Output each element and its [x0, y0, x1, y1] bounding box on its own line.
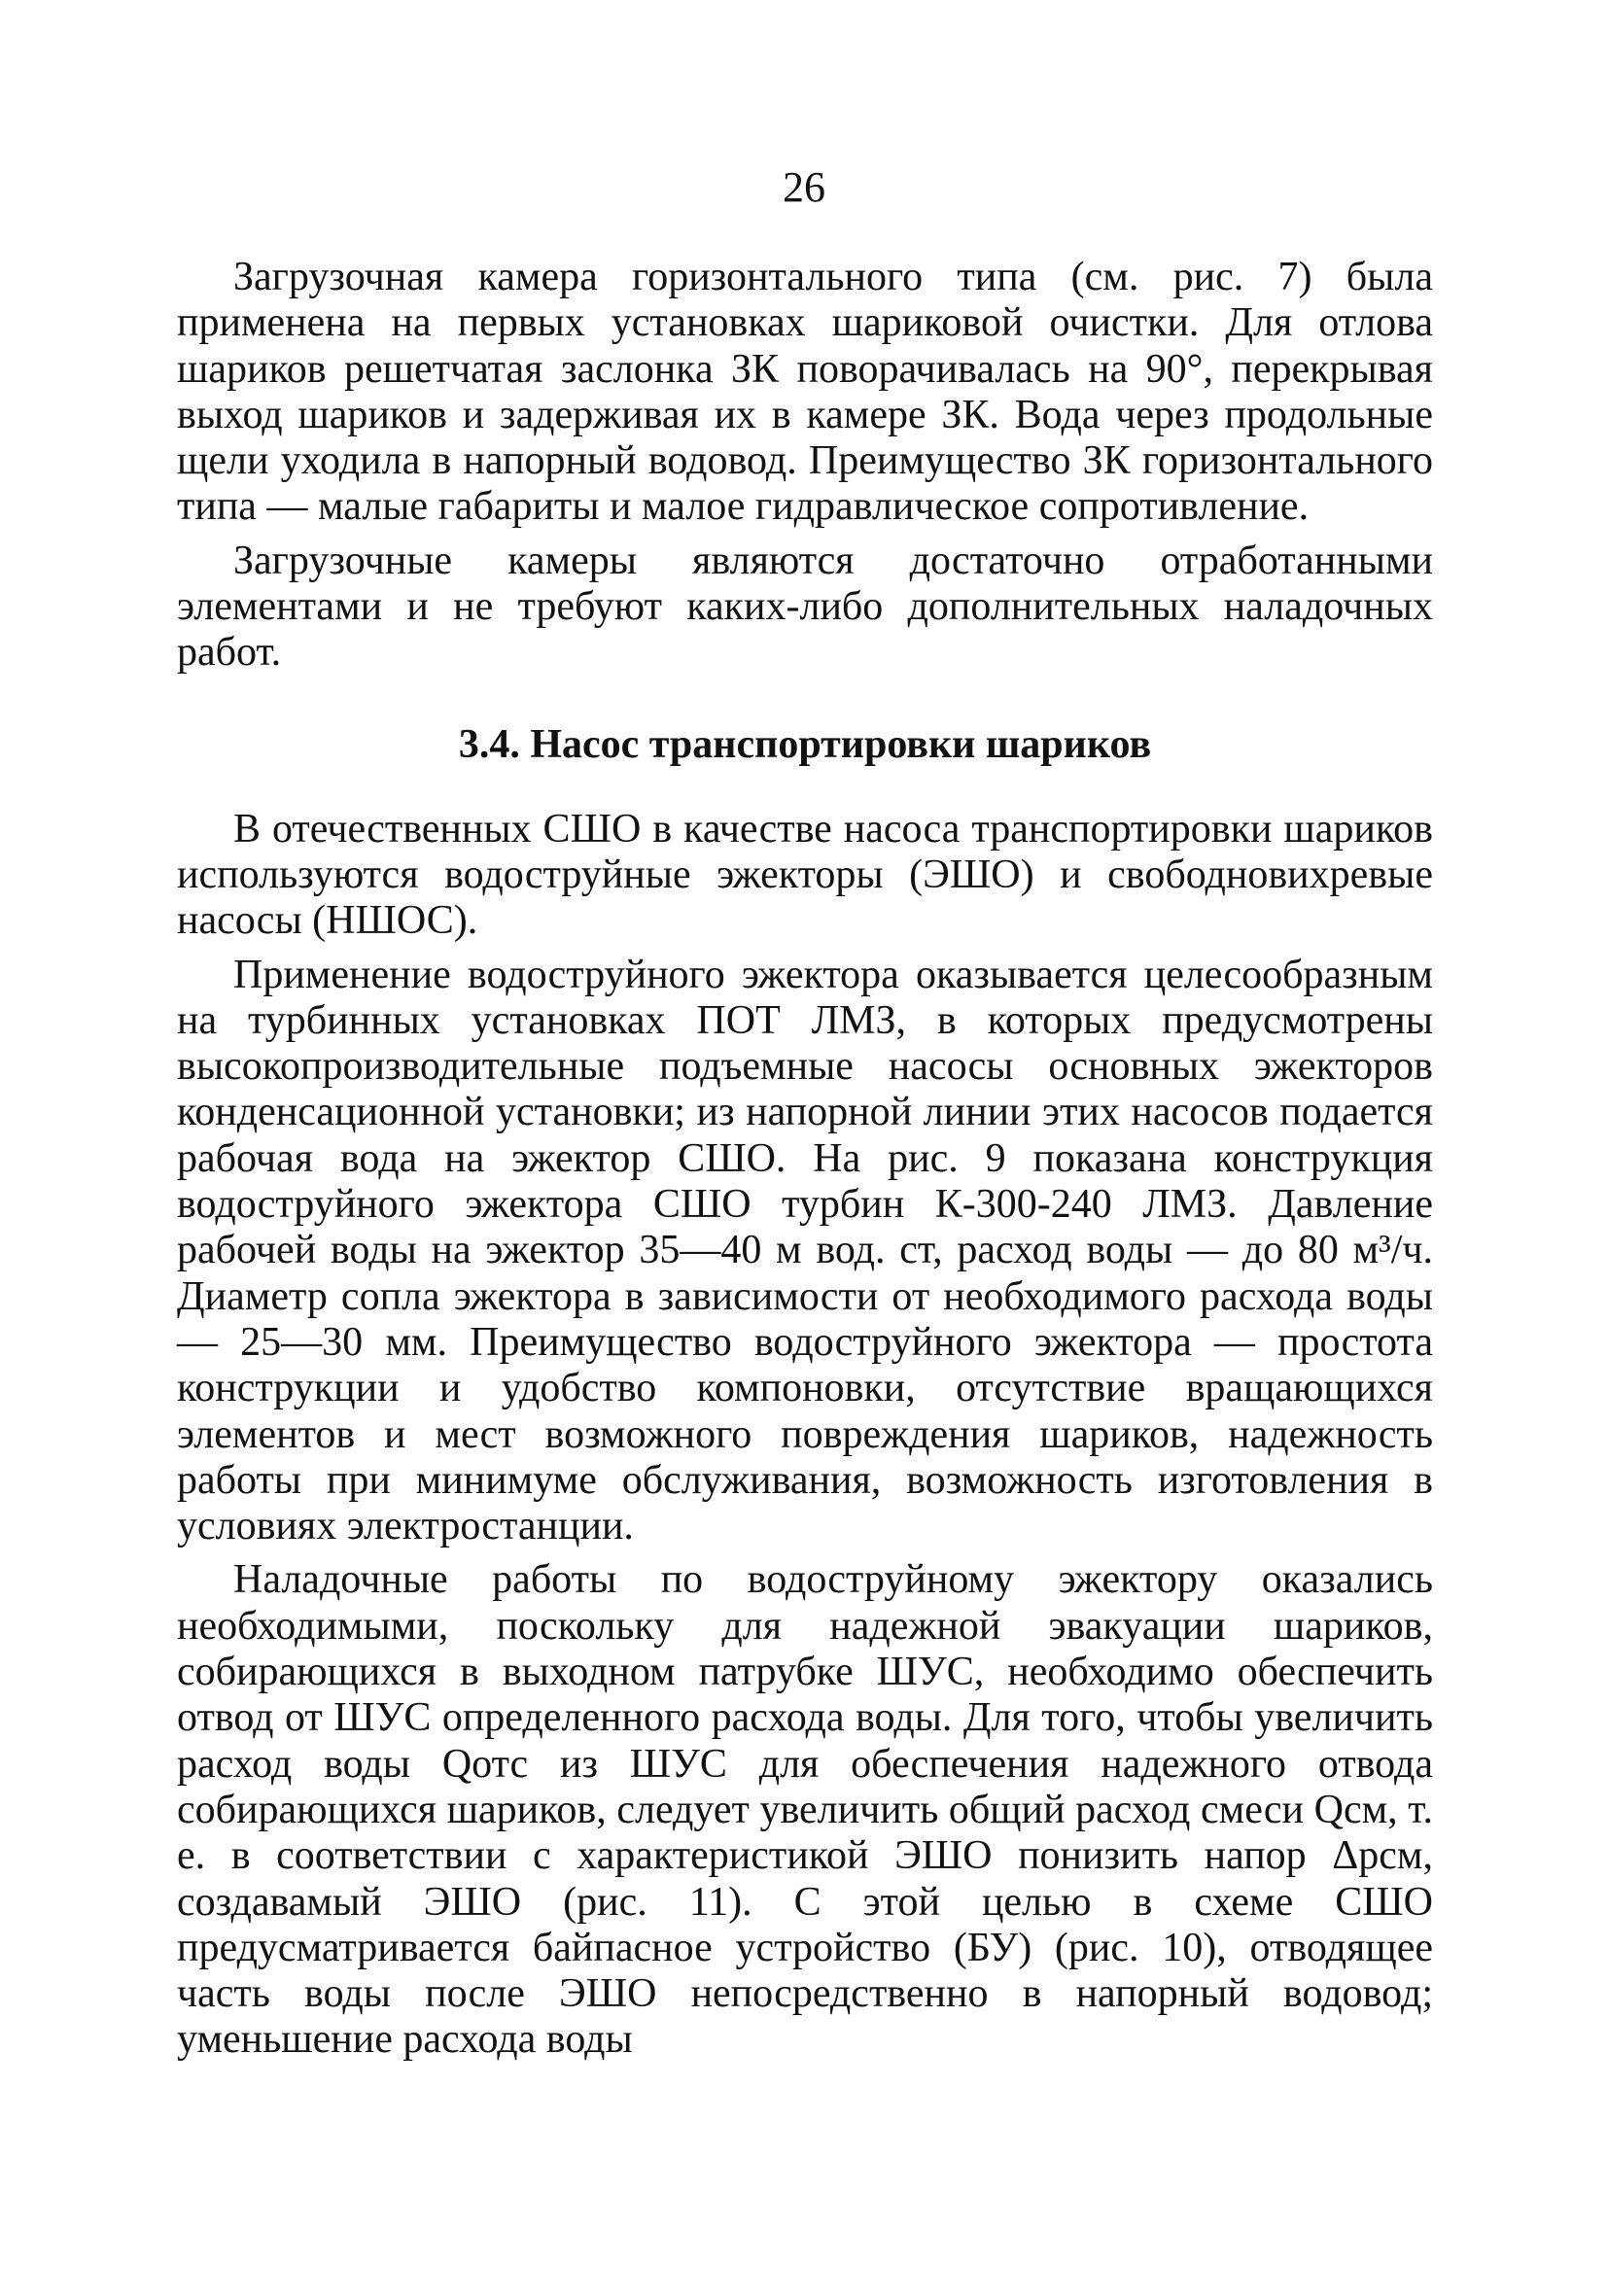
paragraph: Загрузочная камера горизонтального типа (см. рис. 7) была применена на первых установках шариковой очистки. Для отлова шариков решетчатая заслонка ЗК поворачивалась на 90°, перекрывая выход шариков и задерживая их в камере ЗК. Вода через продольные щели уходила в напорный водовод. Преимущество ЗК горизонтального типа — малые габариты и малое гидравлическое сопротивление. — [177, 255, 1433, 530]
section-heading: 3.4. Насос транспортировки шариков — [458, 721, 1152, 767]
paragraph: Наладочные работы по водоструйному эжектору оказались необходимыми, поскольку для надежной эвакуации шариков, собирающихся в выходном патрубке ШУС, необходимо обеспечить отвод от ШУС определенного расхода воды. Для того, чтобы увеличить расход воды Qотс из ШУС для обеспечения надежного отвода собирающихся шариков, следует увеличить общий расход смеси Qсм, т. е. в соответствии с характеристикой ЭШО понизить напор Δpсм, создавамый ЭШО (рис. 11). С этой целью в схеме СШО предусматривается байпасное устройство (БУ) (рис. 10), отводящее часть воды после ЭШО непосредственно в напорный водовод; уменьшение расхода воды — [177, 1557, 1433, 2063]
paragraph: В отечественных СШО в качестве насоса транспортировки шариков используются водоструйные эжекторы (ЭШО) и свободновихревые насосы (НШОС). — [177, 806, 1433, 944]
body-text — [177, 255, 1433, 2064]
paragraph: Применение водоструйного эжектора оказывается целесообразным на турбинных установках ПОТ ЛМЗ, в которых предусмотрены высокопроизводительные подъемные насосы основных эжекторов конденсационной установки; из напорной линии этих насосов подается рабочая вода на эжектор СШО. На рис. 9 показана конструкция водоструйного эжектора СШО турбин К-300-240 ЛМЗ. Давление рабочей воды на эжектор 35—40 м вод. ст, расход воды — до 80 м³/ч. Диаметр сопла эжектора в зависимости от необходимого расхода воды — 25—30 мм. Преимущество водоструйного эжектора — простота конструкции и удобство компоновки, отсутствие вращающихся элементов и мест возможного повреждения шариков, надежность работы при минимуме обслуживания, возможность изготовления в условиях электростанции. — [177, 952, 1433, 1549]
page-number: 26 — [783, 163, 825, 211]
paragraph: Загрузочные камеры являются достаточно отработанными элементами и не требуют каких-либо дополнительных наладочных работ. — [177, 538, 1433, 676]
